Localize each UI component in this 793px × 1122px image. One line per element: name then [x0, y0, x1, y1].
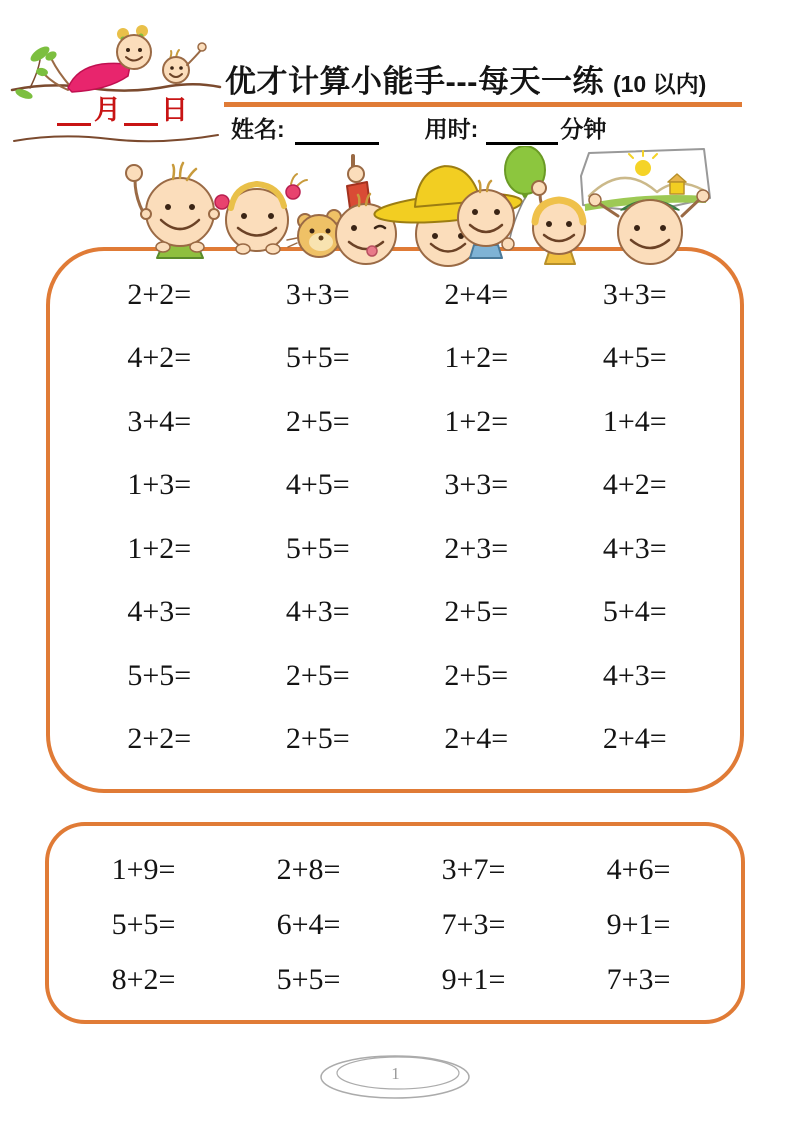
baby-sign	[581, 149, 710, 264]
girl-face	[117, 35, 151, 69]
problem: 4+5=	[602, 341, 667, 375]
problem: 5+5=	[276, 962, 341, 996]
name-blank-field[interactable]	[295, 116, 379, 145]
problem: 2+3=	[444, 531, 509, 565]
problem: 6+4=	[276, 907, 341, 941]
problem: 1+3=	[127, 468, 192, 502]
problem: 4+3=	[285, 595, 350, 629]
page-title	[225, 56, 706, 101]
problem: 3+3=	[444, 468, 509, 502]
problem: 2+2=	[127, 277, 192, 311]
sun-icon	[635, 160, 651, 176]
problem: 4+2=	[127, 341, 192, 375]
kids-on-branch-icon	[10, 10, 225, 155]
problem: 3+3=	[602, 277, 667, 311]
meta-row	[231, 115, 606, 145]
problem: 9+1=	[441, 962, 506, 996]
problem: 1+9=	[111, 852, 176, 886]
problem: 9+1=	[606, 907, 671, 941]
problem: 5+5=	[285, 341, 350, 375]
month-blank-field[interactable]	[57, 99, 91, 126]
problem: 5+4=	[602, 595, 667, 629]
problem: 4+3=	[602, 658, 667, 692]
problem: 2+5=	[285, 404, 350, 438]
date-line	[30, 94, 215, 126]
problem: 3+4=	[127, 404, 192, 438]
problem: 2+5=	[444, 658, 509, 692]
problem: 2+5=	[285, 658, 350, 692]
problem: 2+5=	[285, 722, 350, 756]
problem: 2+5=	[444, 595, 509, 629]
problem: 3+7=	[441, 852, 506, 886]
problem: 1+4=	[602, 404, 667, 438]
problem: 2+4=	[602, 722, 667, 756]
title-underline	[224, 102, 742, 107]
problem: 5+5=	[111, 907, 176, 941]
problem: 4+2=	[602, 468, 667, 502]
branch-line	[12, 84, 220, 90]
problem: 4+5=	[285, 468, 350, 502]
problem: 4+3=	[602, 531, 667, 565]
page-number-badge	[318, 1052, 473, 1100]
teddy-bear-icon	[287, 210, 341, 257]
problem: 1+2=	[127, 531, 192, 565]
baby-balloon	[458, 146, 545, 258]
practice-grid-2	[49, 826, 741, 1007]
problem: 2+2=	[127, 722, 192, 756]
problems-box-2	[45, 822, 745, 1024]
name-label: 姓名:	[231, 116, 285, 142]
day-blank-field[interactable]	[124, 99, 158, 126]
boy-face	[163, 57, 189, 83]
waving-hand	[198, 43, 206, 51]
time-blank-field[interactable]	[486, 116, 558, 145]
page-number: 1	[391, 1064, 400, 1083]
practice-grid-1	[50, 251, 740, 771]
minutes-label: 分钟	[560, 116, 607, 142]
title-text: 优才计算小能手---每天一练	[225, 64, 604, 99]
baby-waving	[126, 163, 219, 258]
pink-dress	[68, 63, 130, 92]
month-label: 月	[94, 95, 121, 125]
problem: 2+4=	[444, 277, 509, 311]
problem: 4+6=	[606, 852, 671, 886]
problem: 3+3=	[285, 277, 350, 311]
problem: 4+3=	[127, 595, 192, 629]
problem: 5+5=	[127, 658, 192, 692]
problem: 1+2=	[444, 404, 509, 438]
house-icon	[670, 182, 684, 194]
problem: 5+5=	[285, 531, 350, 565]
kids-illustration	[85, 146, 715, 276]
corner-illustration	[10, 10, 225, 155]
problem: 7+3=	[606, 962, 671, 996]
problems-box-1	[46, 247, 744, 793]
baby-girl-pigtails	[215, 174, 307, 254]
problem: 2+4=	[444, 722, 509, 756]
problem: 2+8=	[276, 852, 341, 886]
time-label: 用时:	[424, 116, 479, 142]
problem: 1+2=	[444, 341, 509, 375]
day-label: 日	[161, 95, 188, 125]
problem: 7+3=	[441, 907, 506, 941]
branch-line-lower	[14, 135, 218, 141]
problem: 8+2=	[111, 962, 176, 996]
title-suffix: (10 以内)	[612, 71, 707, 97]
baby-girl-yellow	[532, 181, 585, 264]
